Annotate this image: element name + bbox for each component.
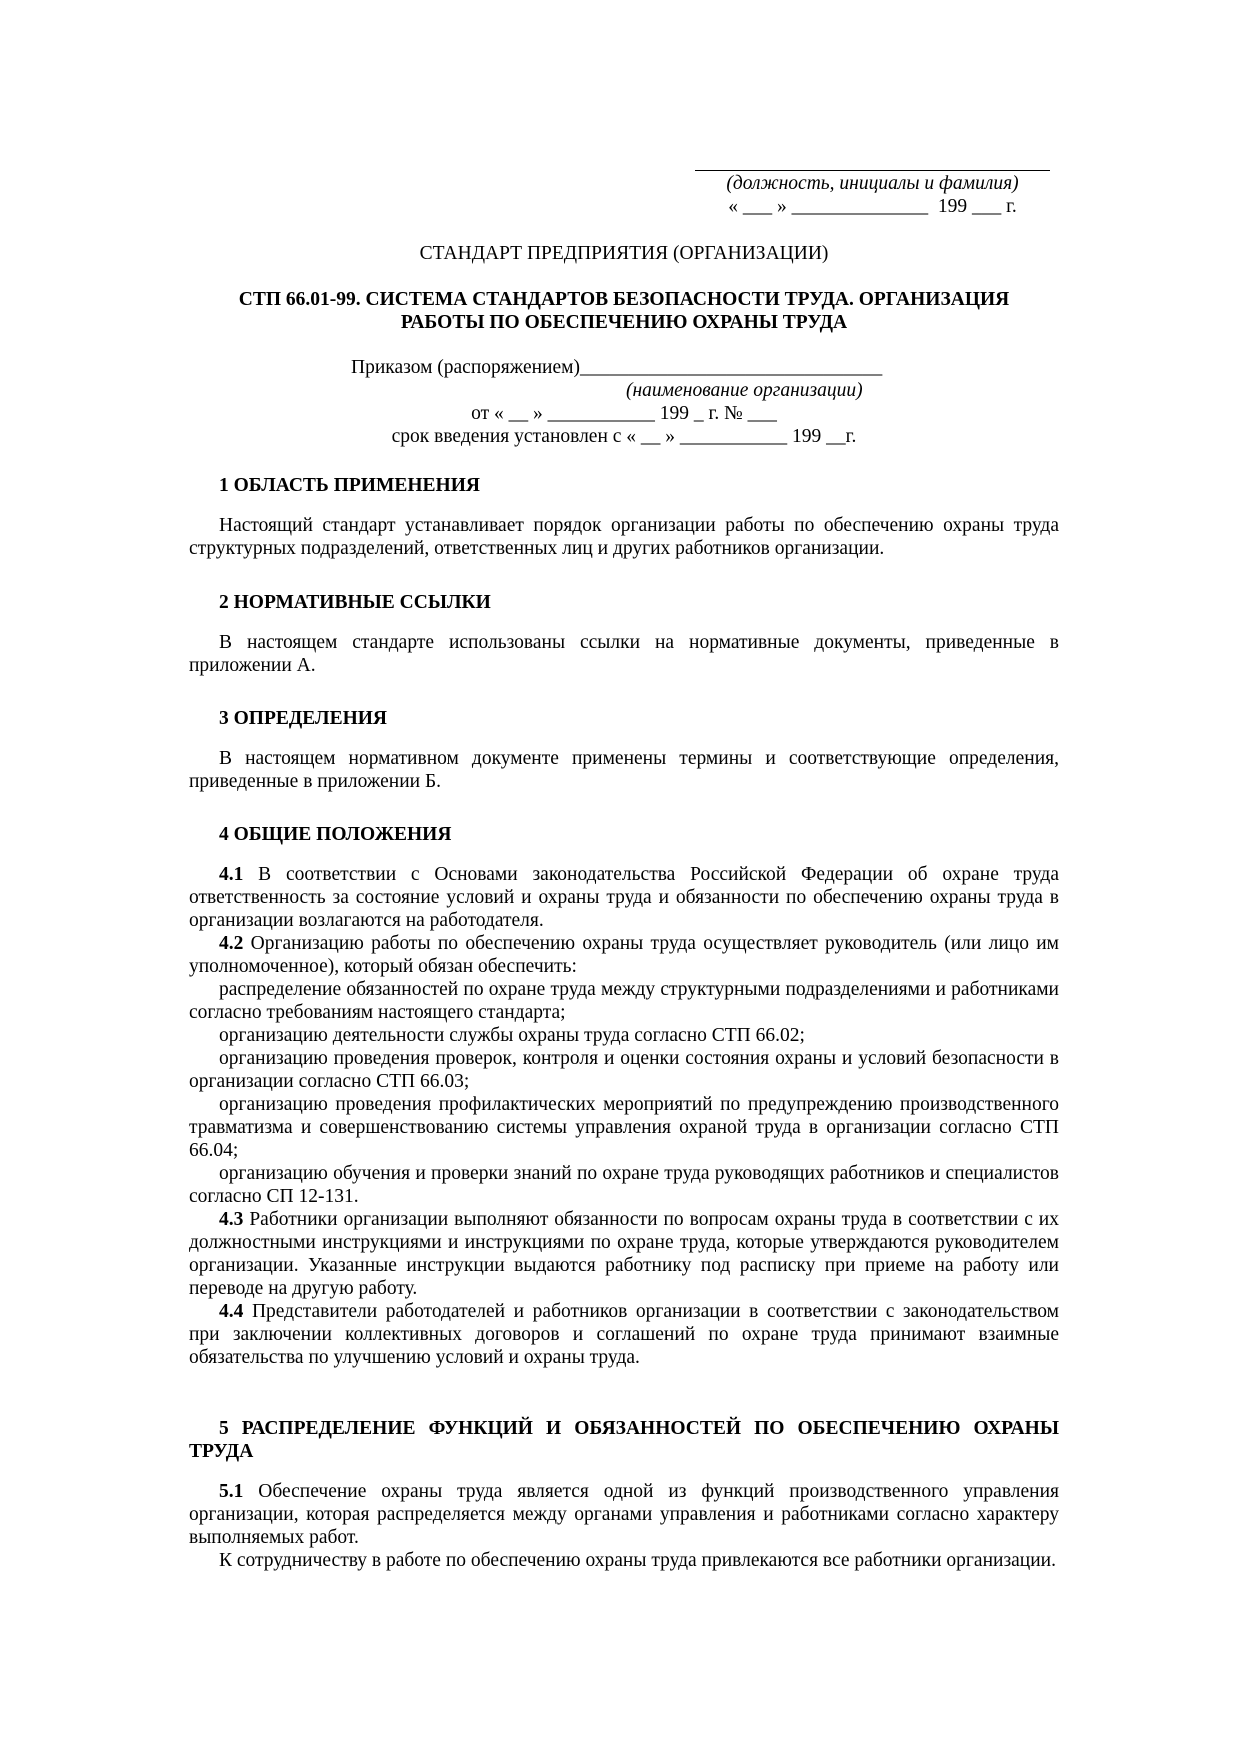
paragraph: К сотрудничеству в работе по обеспечению охраны труда привлекаются все работники организации. — [219, 1550, 1056, 1571]
section-heading: 2 НОРМАТИВНЫЕ ССЫЛКИ — [219, 592, 491, 613]
clause-4-3 — [189, 1208, 1059, 1300]
list-item: организацию деятельности службы охраны труда согласно СТП 66.02; — [219, 1025, 805, 1046]
paragraph: В настоящем стандарте использованы ссылки на нормативные документы, приведенные в приложении А. — [189, 632, 1059, 676]
clause-text: В соответствии с Основами законодательства Российской Федерации об охране труда ответственность за состояние условий и охраны труда и обязанности по обеспечению охраны труда в организации возлагаются на работодателя. — [189, 864, 1060, 931]
clause-number: 4.2 — [219, 933, 244, 954]
clause-text: Работники организации выполняют обязанности по вопросам охраны труда в соответствии с их должностными инструкциями и инструкциями по охране труда, которые утверждаются руководителем организации. Указанные инструкции выдаются работнику под расписку при приеме на работу или переводе на другую работу. — [189, 1209, 1059, 1299]
section-2 — [189, 591, 1059, 677]
section-heading: 5 РАСПРЕДЕЛЕНИЕ ФУНКЦИЙ И ОБЯЗАННОСТЕЙ ПО ОБЕСПЕЧЕНИЮ ОХРАНЫ ТРУДА — [189, 1418, 1059, 1462]
section-5 — [189, 1417, 1059, 1572]
approval-date: « ___ » ______________ 199 ___ г. — [728, 196, 1017, 217]
clause-text: Организацию работы по обеспечению охраны труда осуществляет руководитель (или лицо им уполномоченное), который обязан обеспечить: — [189, 933, 1060, 977]
clause-text: Представители работодателей и работников организации в соответствии с законодательством при заключении коллективных договоров и соглашений по охране труда принимают взаимные обязательства по улучшению условий и охраны труда. — [189, 1301, 1059, 1368]
clause-number: 5.1 — [219, 1481, 244, 1502]
section-4 — [189, 823, 1059, 1369]
clause-text: Обеспечение охраны труда является одной из функций производственного управления организации, которая распределяется между органами управления и работниками согласно характеру выполняемых работ. — [189, 1481, 1060, 1548]
section-heading: 3 ОПРЕДЕЛЕНИЯ — [219, 708, 387, 729]
order-date: от « __ » ___________ 199 _ г. № ___ — [471, 403, 777, 424]
clause-4-4 — [189, 1300, 1059, 1369]
paragraph: Настоящий стандарт устанавливает порядок организации работы по обеспечению охраны труда структурных подразделений, ответственных лиц и других работников организации. — [189, 515, 1059, 559]
approval-block — [690, 140, 1055, 218]
section-3 — [189, 707, 1059, 793]
order-block — [189, 356, 1059, 448]
clause-number: 4.3 — [219, 1209, 244, 1230]
list-item: организацию обучения и проверки знаний по охране труда руководящих работников и специалистов согласно СП 12-131. — [189, 1163, 1059, 1207]
clause-5-1 — [189, 1480, 1059, 1549]
order-org-caption: (наименование организации) — [626, 380, 863, 401]
order-effective-date: срок введения установлен с « __ » ___________ 199 __г. — [391, 426, 857, 447]
list-item: распределение обязанностей по охране труда между структурными подразделениями и работниками согласно требованиям настоящего стандарта; — [189, 979, 1059, 1023]
signature-line — [695, 140, 1050, 171]
document-title: СТП 66.01-99. СИСТЕМА СТАНДАРТОВ БЕЗОПАСНОСТИ ТРУДА. ОРГАНИЗАЦИЯ РАБОТЫ ПО ОБЕСПЕЧЕНИЮ ОХРАНЫ ТРУДА — [238, 289, 1010, 333]
clause-4-1 — [189, 863, 1059, 932]
approval-role: (должность, инициалы и фамилия) — [726, 173, 1019, 194]
clause-4-2 — [189, 932, 1059, 978]
clause-number: 4.4 — [219, 1301, 244, 1322]
section-1 — [189, 474, 1059, 560]
clause-number: 4.1 — [219, 864, 244, 885]
paragraph: В настоящем нормативном документе применены термины и соответствующие определения, приведенные в приложении Б. — [189, 748, 1059, 792]
section-heading: 4 ОБЩИЕ ПОЛОЖЕНИЯ — [219, 824, 452, 845]
section-heading: 1 ОБЛАСТЬ ПРИМЕНЕНИЯ — [219, 475, 480, 496]
standard-type: СТАНДАРТ ПРЕДПРИЯТИЯ (ОРГАНИЗАЦИИ) — [419, 243, 829, 264]
list-item: организацию проведения проверок, контроля и оценки состояния охраны и условий безопасности в организации согласно СТП 66.03; — [189, 1048, 1059, 1092]
order-line: Приказом (распоряжением)_______________________________ — [351, 357, 883, 378]
list-item: организацию проведения профилактических мероприятий по предупреждению производственного травматизма и совершенствованию системы управления охраной труда в организации согласно СТП 66.04; — [189, 1094, 1059, 1161]
